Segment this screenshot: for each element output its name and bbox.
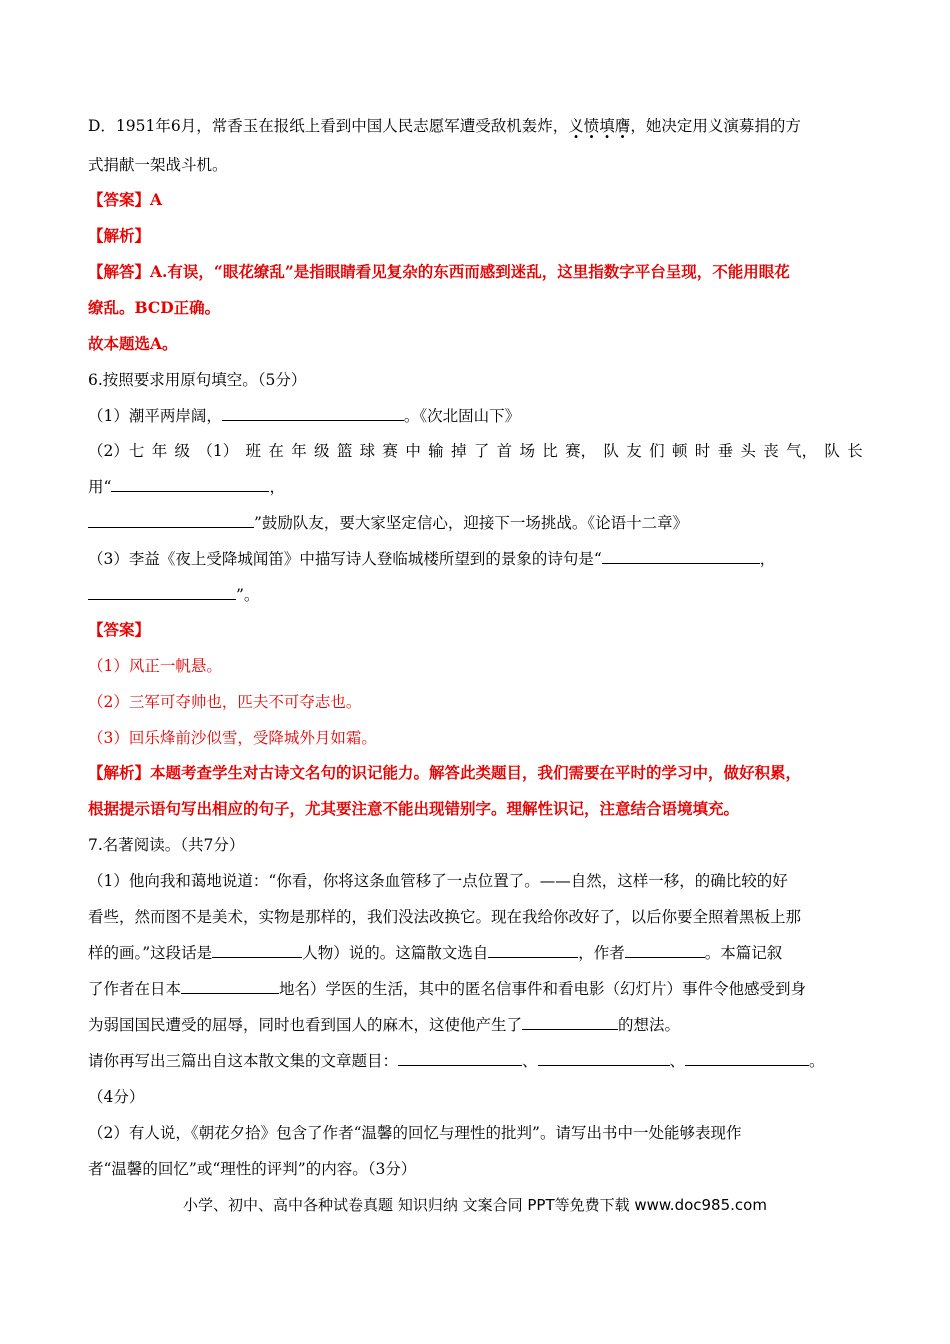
spaced-char: 垂 xyxy=(717,442,734,460)
q7-title: 7.名著阅读。（共7分） xyxy=(88,836,245,854)
q7-p1-line2: 看些，然而图不是美术，实物是那样的，我们没法改换它。现在我给你改好了，以后你要全照着黑板上那 xyxy=(88,908,802,926)
q6-analysis-label: 【解析】 xyxy=(88,763,151,782)
q6-answer-3: （3）回乐烽前沙似雪，受降城外月如霜。 xyxy=(88,729,377,747)
q7-p1-score: （4分） xyxy=(88,1088,145,1106)
q7-p1-line5-a: 为弱国国民遭受的屈辱，同时也看到国人的麻木，这使他产生了 xyxy=(88,1016,523,1034)
spaced-char: 们 xyxy=(649,442,665,460)
q7-p2-line1: （2）有人说，《朝花夕拾》包含了作者“温馨的回忆与理性的批判”。请写出书中一处能够表现作 xyxy=(88,1124,742,1142)
fill-blank[interactable] xyxy=(398,1051,522,1066)
q5-analysis-label: 【解析】 xyxy=(88,226,151,245)
spaced-char: 队 xyxy=(824,442,840,460)
fill-blank[interactable] xyxy=(625,943,705,958)
spaced-char: 队 xyxy=(603,442,619,460)
spaced-char: 赛， xyxy=(565,442,597,460)
spaced-char: 在 xyxy=(268,442,284,460)
dotted-char: 膺 xyxy=(614,117,631,135)
fill-blank[interactable] xyxy=(88,513,254,528)
spaced-char: 掉 xyxy=(450,442,467,460)
q7-p1-line3 xyxy=(88,943,782,963)
q6-analysis-line1 xyxy=(88,763,801,783)
dotted-char: 义 xyxy=(568,117,584,135)
q7-p1-line5 xyxy=(88,1015,680,1035)
spaced-char: 长 xyxy=(847,442,863,460)
q5-answer: 【答案】A xyxy=(88,190,163,209)
spaced-char: 场 xyxy=(519,442,535,460)
fill-blank[interactable] xyxy=(538,1051,670,1066)
spaced-char: （1） xyxy=(197,442,239,460)
spaced-char: 首 xyxy=(496,442,513,460)
fill-blank[interactable] xyxy=(602,549,760,564)
q6-answer-2: （2）三军可夺帅也，匹夫不可夺志也。 xyxy=(88,693,362,711)
q6-item2-line2 xyxy=(88,477,285,497)
fill-blank[interactable] xyxy=(181,979,279,994)
q7-p1-line1: （1）他向我和蔼地说道：“你看，你将这条血管移了一点位置了。——自然，这样一移，的确比较的好 xyxy=(88,872,788,890)
option-d-text-pre: D．1951年6月，常香玉在报纸上看到中国人民志愿军遭受敌机轰炸， xyxy=(88,117,569,135)
q6-item3-end: ”。 xyxy=(236,586,260,604)
spaced-char: 赛 xyxy=(382,442,399,460)
q6-item2-line1 xyxy=(88,441,863,461)
q6-item1-pre: （1）潮平两岸阔， xyxy=(88,407,222,425)
spaced-char: 中 xyxy=(405,442,421,460)
q6-item3-line2 xyxy=(88,585,259,605)
option-d-line1 xyxy=(88,116,801,136)
q7-p2-line2: 者“温馨的回忆”或“理性的评判”的内容。（3分） xyxy=(88,1160,417,1178)
fill-blank[interactable] xyxy=(212,943,302,958)
q7-p1-line3-c: ，作者 xyxy=(578,944,625,962)
q6-item2-line3 xyxy=(88,513,688,533)
q6-item3-line1 xyxy=(88,549,775,569)
separator: 、 xyxy=(522,1052,538,1070)
q6-item3-comma: ， xyxy=(759,550,776,568)
fill-blank[interactable] xyxy=(88,585,236,600)
q6-item2-post: ”鼓励队友，要大家坚定信心，迎接下一场挑战。《论语十二章》 xyxy=(254,514,689,532)
spaced-char: 气， xyxy=(786,442,818,460)
separator: 、 xyxy=(669,1052,686,1070)
q7-p1-line4 xyxy=(88,979,806,999)
q5-conclusion: 故本题选A。 xyxy=(88,334,178,353)
q6-analysis-text: 本题考查学生对古诗文名句的识记能力。解答此类题目，我们需要在平时的学习中，做好积累， xyxy=(150,763,802,782)
spaced-char: 篮 xyxy=(336,442,353,460)
period: 。 xyxy=(809,1052,825,1070)
q6-answer-label: 【答案】 xyxy=(88,620,151,639)
option-d-line2: 式捐献一架战斗机。 xyxy=(88,156,228,174)
spaced-char: 年 xyxy=(151,442,168,460)
spaced-char: （2）七 xyxy=(88,442,145,460)
fill-blank[interactable] xyxy=(222,406,404,421)
q6-analysis-line2: 根据提示语句写出相应的句子，尤其要注意不能出现错别字。理解性识记，注意结合语境填充。 xyxy=(88,799,740,818)
q7-p1-line3-a: 样的画。”这段话是 xyxy=(88,944,213,962)
q7-p1-line6-a: 请你再写出三篇出自这本散文集的文章题目： xyxy=(88,1052,399,1070)
fill-blank[interactable] xyxy=(685,1051,809,1066)
q5-explain-line1: 【解答】A.有误，“眼花缭乱”是指眼睛看见复杂的东西而感到迷乱，这里指数字平台呈现，不能用眼花 xyxy=(88,262,790,281)
fill-blank[interactable] xyxy=(522,1015,618,1030)
q7-p1-line6 xyxy=(88,1051,825,1071)
spaced-char: 丧 xyxy=(763,442,779,460)
q7-p1-line4-a: 了作者在日本 xyxy=(88,980,182,998)
spaced-char: 级 xyxy=(174,442,191,460)
fill-blank[interactable] xyxy=(111,477,269,492)
dotted-char: 填 xyxy=(599,117,615,135)
spaced-char: 友 xyxy=(626,442,642,460)
option-d-text-post: ，她决定用义演募捐的方 xyxy=(630,117,801,135)
spaced-char: 顿 xyxy=(671,442,688,460)
spaced-char: 了 xyxy=(473,442,490,460)
q7-p1-line5-b: 的想法。 xyxy=(618,1016,681,1034)
q7-p1-line3-b: 人物）说的。这篇散文选自 xyxy=(302,944,489,962)
dotted-char: 愤 xyxy=(583,117,600,135)
q7-p1-line4-b: 地名）学医的生活，其中的匿名信事件和看电影（幻灯片）事件令他感受到身 xyxy=(279,980,807,998)
q6-item1-post: 。《次北固山下》 xyxy=(403,407,521,425)
spaced-char: 头 xyxy=(740,442,756,460)
q5-explain-line2: 缭乱。BCD正确。 xyxy=(88,298,221,317)
spaced-char: 班 xyxy=(245,442,262,460)
q6-title: 6.按照要求用原句填空。（5分） xyxy=(88,371,307,389)
footer-link[interactable]: 小学、初中、高中各种试卷真题 知识归纳 文案合同 PPT等免费下载 www.doc985.com xyxy=(183,1196,767,1214)
spaced-char: 比 xyxy=(542,442,558,460)
q6-item3-pre: （3）李益《夜上受降城闻笛》中描写诗人登临城楼所望到的景象的诗句是“ xyxy=(88,550,602,568)
fill-blank[interactable] xyxy=(488,943,578,958)
q6-item1 xyxy=(88,406,520,426)
q6-item2-pre: 用“ xyxy=(88,478,112,496)
spaced-char: 球 xyxy=(359,442,376,460)
q6-answer-1: （1）风正一帆悬。 xyxy=(88,657,222,675)
spaced-char: 输 xyxy=(428,442,444,460)
spaced-char: 年 xyxy=(291,442,307,460)
spaced-char: 时 xyxy=(694,442,711,460)
q7-p1-line3-d: 。本篇记叙 xyxy=(704,944,783,962)
spaced-char: 级 xyxy=(314,442,330,460)
q6-item2-comma: ， xyxy=(269,478,285,496)
